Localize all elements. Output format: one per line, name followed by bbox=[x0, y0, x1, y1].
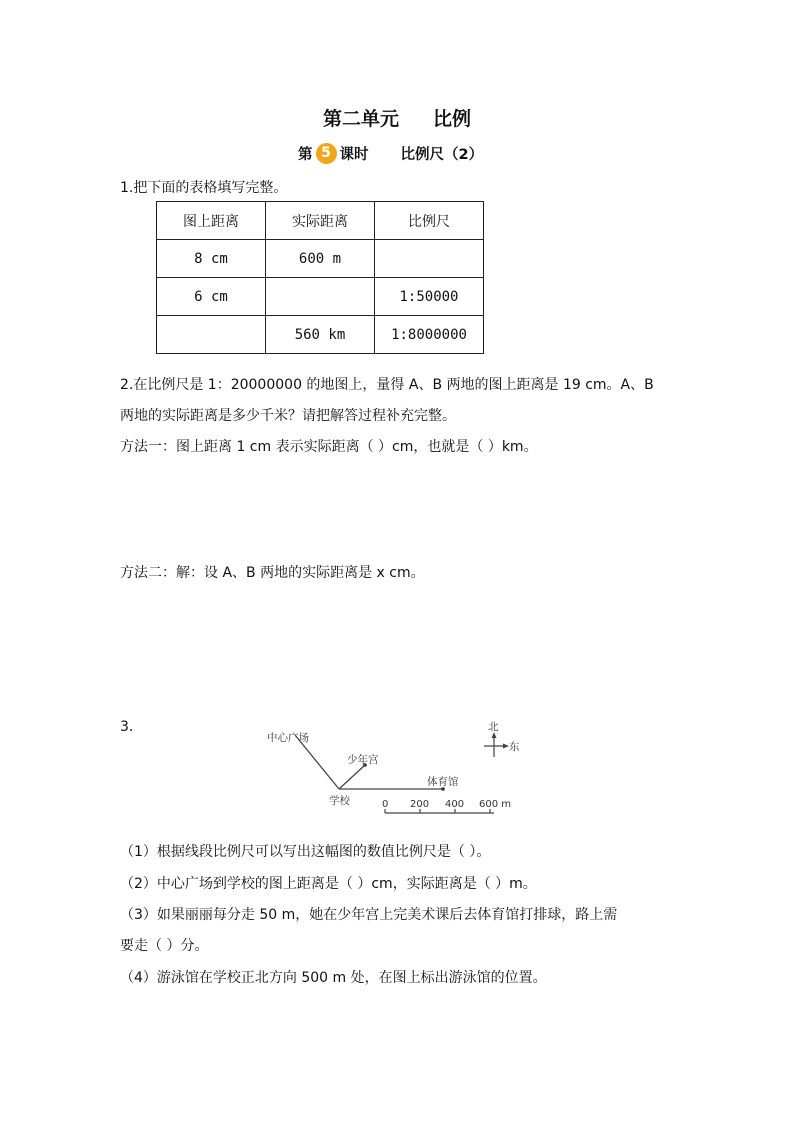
label-gym: 体育馆 bbox=[427, 776, 459, 788]
table-cell: 6 cm bbox=[157, 278, 266, 316]
question-3-sub2: （2）中心广场到学校的图上距离是（ ）cm，实际距离是（ ）m。 bbox=[120, 876, 537, 892]
table-header: 比例尺 bbox=[375, 202, 484, 240]
page-title bbox=[0, 104, 794, 131]
label-north: 北 bbox=[488, 721, 499, 733]
lesson-suffix: 课时 bbox=[339, 147, 369, 163]
table-cell: 1:8000000 bbox=[375, 316, 484, 354]
table-header: 实际距离 bbox=[266, 202, 375, 240]
question-3-sub4: （4）游泳馆在学校正北方向 500 m 处，在图上标出游泳馆的位置。 bbox=[120, 970, 547, 986]
label-school: 学校 bbox=[329, 795, 350, 807]
question-3-sub3-line2: 要走（ ）分。 bbox=[120, 938, 209, 954]
table-header: 图上距离 bbox=[157, 202, 266, 240]
question-2-line2: 两地的实际距离是多少千米？请把解答过程补充完整。 bbox=[120, 408, 456, 424]
route-school-youth bbox=[339, 765, 365, 789]
table-cell-blank[interactable] bbox=[157, 316, 266, 354]
method-2-text: 方法二：解：设 A、B 两地的实际距离是 x cm。 bbox=[120, 565, 425, 581]
scale-label: 600 m bbox=[479, 799, 512, 810]
scale-label: 200 bbox=[410, 799, 430, 810]
label-center-square: 中心广场 bbox=[267, 732, 309, 744]
table-row bbox=[157, 316, 484, 354]
table-cell-blank[interactable] bbox=[375, 240, 484, 278]
question-3-sub3-line1: （3）如果丽丽每分走 50 m，她在少年宫上完美术课后去体育馆打排球，路上需 bbox=[120, 907, 618, 923]
table-row bbox=[157, 240, 484, 278]
table-cell-blank[interactable] bbox=[266, 278, 375, 316]
question-2-line1: 2.在比例尺是 1：20000000 的地图上，量得 A、B 两地的图上距离是 19 cm。A、B bbox=[120, 377, 654, 393]
table-cell: 8 cm bbox=[157, 240, 266, 278]
label-east: 东 bbox=[509, 741, 520, 753]
scale-label: 400 bbox=[445, 799, 465, 810]
table-cell: 560 km bbox=[266, 316, 375, 354]
table-header-row bbox=[157, 202, 484, 240]
lesson-subtitle bbox=[298, 143, 483, 164]
question-3-sub1: （1）根据线段比例尺可以写出这幅图的数值比例尺是（ ）。 bbox=[120, 844, 491, 860]
question-1-text: 1.把下面的表格填写完整。 bbox=[120, 180, 288, 196]
question-3-number: 3. bbox=[120, 719, 134, 735]
method-1-text: 方法一：图上距离 1 cm 表示实际距离（ ）cm，也就是（ ）km。 bbox=[120, 439, 538, 455]
table-cell: 600 m bbox=[266, 240, 375, 278]
scale-table bbox=[156, 201, 484, 354]
label-youth-palace: 少年宫 bbox=[347, 754, 379, 766]
table-row bbox=[157, 278, 484, 316]
lesson-name: 比例尺（2） bbox=[400, 147, 484, 163]
lesson-prefix: 第 bbox=[298, 147, 313, 163]
unit-subject: 比例 bbox=[433, 108, 472, 130]
scale-label: 0 bbox=[382, 799, 389, 810]
table-cell: 1:50000 bbox=[375, 278, 484, 316]
unit-title: 第二单元 bbox=[322, 108, 399, 130]
lesson-number-badge: 5 bbox=[316, 143, 337, 164]
route-map[interactable] bbox=[255, 717, 545, 817]
